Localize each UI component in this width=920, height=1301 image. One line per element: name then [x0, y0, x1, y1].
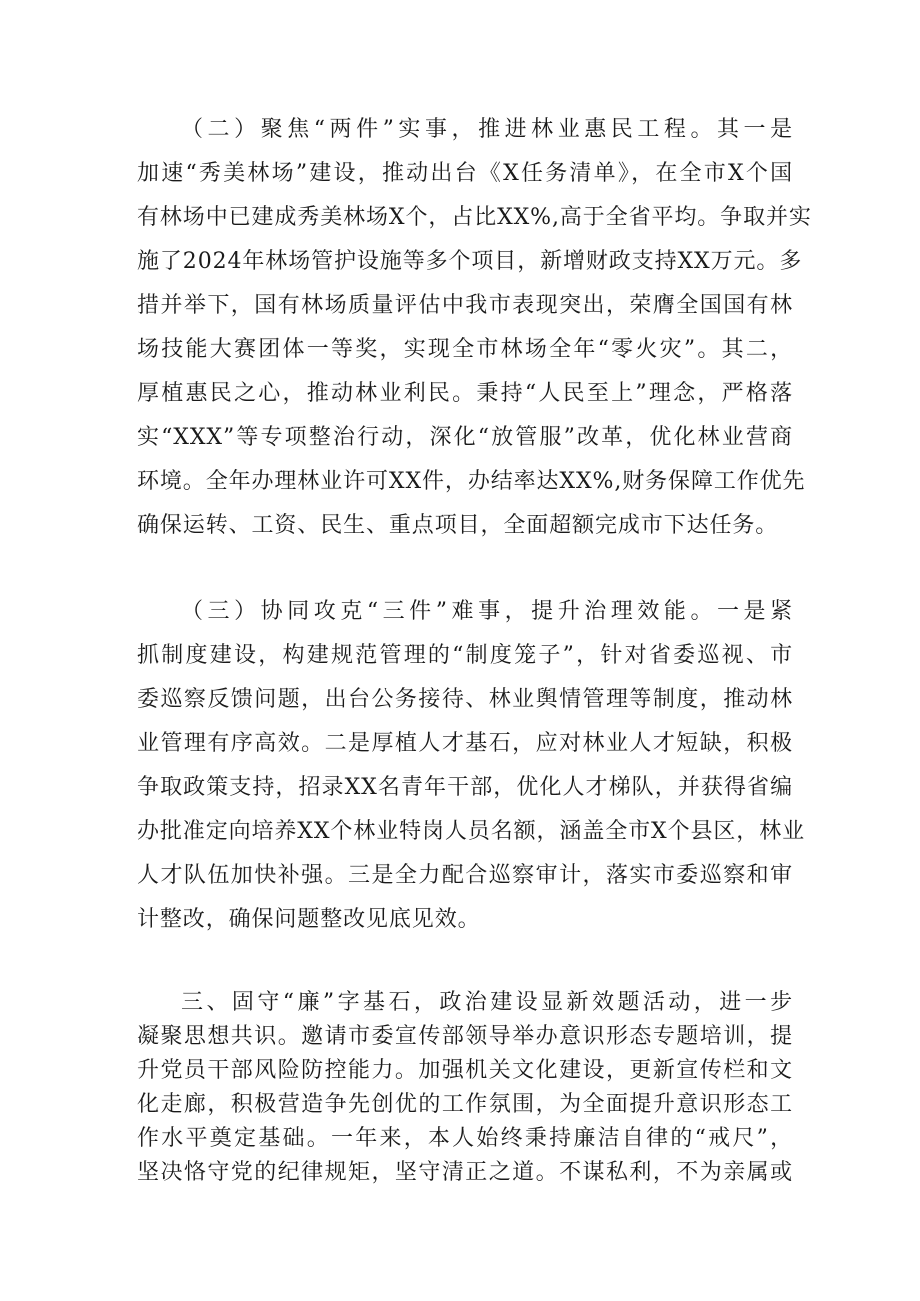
paragraph-line: 加速“秀美林场”建设，推动出台《X任务清单》，在全市X个国: [137, 161, 793, 186]
paragraph-line: 三、固守“廉”字基石，政治建设显新效题活动，进一步: [181, 990, 793, 1015]
paragraph-line: 坚决恪守党的纪律规矩，坚守清正之道。不谋私利，不为亲属或: [137, 1160, 793, 1185]
paragraph-forestry-benefits: [137, 108, 812, 548]
paragraph-governance: [137, 590, 805, 942]
paragraph-line: 环境。全年办理林业许可XX件，办结率达XX%,财务保障工作优先: [137, 469, 806, 494]
paragraph-line: 有林场中已建成秀美林场X个，占比XX%,高于全省平均。争取并实: [137, 205, 812, 230]
paragraph-line: 委巡察反馈问题，出台公务接待、林业舆情管理等制度，推动林: [137, 687, 793, 712]
paragraph-line: 作水平奠定基础。一年来，本人始终秉持廉洁自律的“戒尺”，: [137, 1126, 793, 1151]
paragraph-line: 确保运转、工资、民生、重点项目，全面超额完成市下达任务。: [137, 513, 779, 538]
paragraph-line: 计整改，确保问题整改见底见效。: [137, 907, 481, 932]
paragraph-line: 业管理有序高效。二是厚植人才基石，应对林业人才短缺，积极: [137, 731, 793, 756]
paragraph-line: 办批准定向培养XX个林业特岗人员名额，涵盖全市X个县区，林业: [137, 819, 805, 844]
paragraph-integrity: [137, 986, 793, 1190]
paragraph-line: （二）聚焦“两件”实事，推进林业惠民工程。其一是: [181, 117, 793, 142]
paragraph-line: 争取政策支持，招录XX名青年干部，优化人才梯队，并获得省编: [137, 775, 793, 800]
paragraph-line: 抓制度建设，构建规范管理的“制度笼子”，针对省委巡视、市: [137, 643, 793, 668]
paragraph-line: 化走廊，积极营造争先创优的工作氛围，为全面提升意识形态工: [137, 1092, 793, 1117]
paragraph-line: 升党员干部风险防控能力。加强机关文化建设，更新宣传栏和文: [137, 1058, 793, 1083]
paragraph-line: 施了2024年林场管护设施等多个项目，新增财政支持XX万元。多: [137, 249, 803, 274]
paragraph-line: 实“XXX”等专项整治行动，深化“放管服”改革，优化林业营商: [137, 425, 793, 450]
paragraph-line: 凝聚思想共识。邀请市委宣传部领导举办意识形态专题培训，提: [137, 1024, 793, 1049]
paragraph-line: 人才队伍加快补强。三是全力配合巡察审计，落实市委巡察和审: [137, 863, 793, 888]
paragraph-line: 厚植惠民之心，推动林业利民。秉持“人民至上”理念，严格落: [137, 381, 793, 406]
paragraph-line: 场技能大赛团体一等奖，实现全市林场全年“零火灾”。其二，: [137, 337, 793, 362]
paragraph-line: （三）协同攻克“三件”难事，提升治理效能。一是紧: [181, 599, 793, 624]
paragraph-line: 措并举下，国有林场质量评估中我市表现突出，荣膺全国国有林: [137, 293, 793, 318]
